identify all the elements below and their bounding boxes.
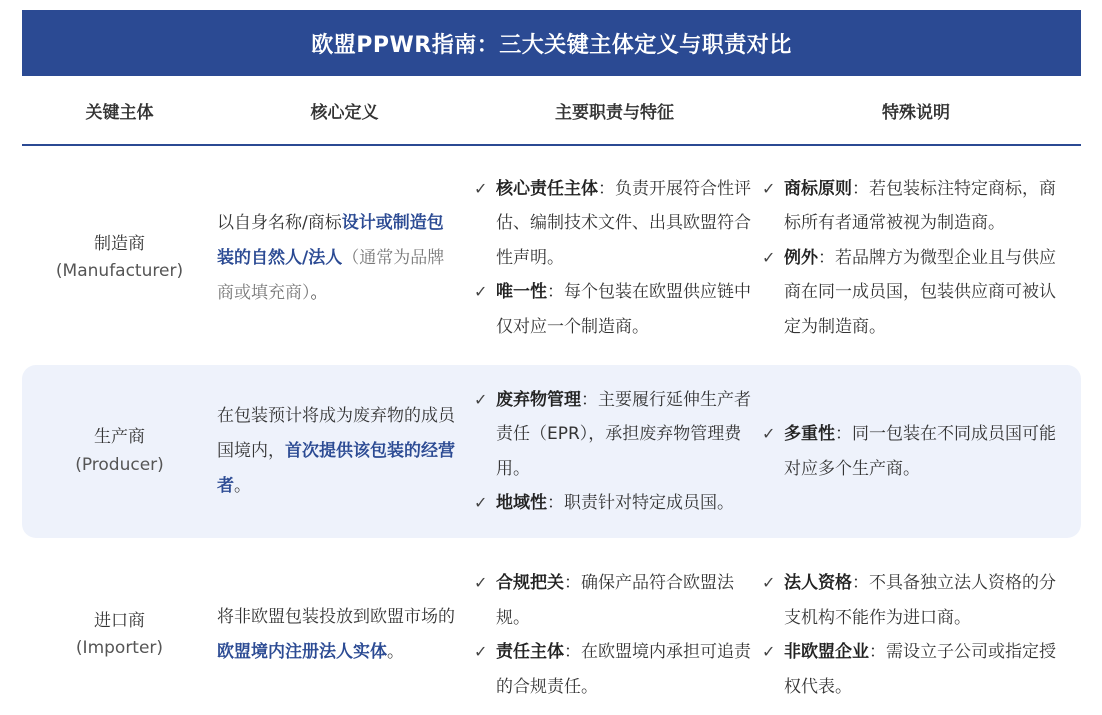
definition-end: 。 bbox=[310, 282, 328, 303]
list-item bbox=[472, 486, 757, 521]
page-title: 欧盟PPWR指南：三大关键主体定义与职责对比 bbox=[22, 10, 1081, 76]
check-icon: ✓ bbox=[762, 178, 776, 198]
entity-name-zh: 生产商 bbox=[94, 427, 145, 448]
entity-name-en: (Importer) bbox=[75, 638, 164, 658]
entity-cell bbox=[22, 172, 217, 344]
definition-highlight: 设计或制造包装的自然人/法人 bbox=[217, 212, 444, 268]
item-text: ：在欧盟境内承担可追责的合规责任。 bbox=[496, 642, 751, 697]
item-text: ：同一包装在不同成员国可能对应多个生产商。 bbox=[784, 424, 1056, 479]
item-term: 核心责任主体 bbox=[496, 178, 598, 199]
definition-highlight: 欧盟境内注册法人实体 bbox=[217, 642, 387, 662]
entity-cell bbox=[22, 365, 217, 538]
check-icon: ✓ bbox=[474, 178, 488, 198]
item-text: ：不具备独立法人资格的分支机构不能作为进口商。 bbox=[784, 573, 1056, 628]
duties-cell bbox=[472, 365, 757, 538]
check-icon: ✓ bbox=[474, 389, 488, 409]
item-text: ：主要履行延伸生产者责任（EPR），承担废弃物管理费用。 bbox=[496, 389, 751, 479]
definition-cell bbox=[217, 565, 462, 705]
check-icon: ✓ bbox=[474, 493, 488, 512]
entity-name-zh: 制造商 bbox=[94, 233, 145, 254]
check-icon: ✓ bbox=[762, 642, 776, 661]
item-term: 地域性 bbox=[496, 493, 547, 513]
item-text: ：确保产品符合欧盟法规。 bbox=[496, 573, 734, 628]
header-notes: 特殊说明 bbox=[882, 102, 950, 123]
table-row-importer bbox=[22, 565, 1081, 705]
duties-cell bbox=[472, 565, 757, 705]
check-icon: ✓ bbox=[474, 573, 488, 592]
definition-text: 在包装预计将成为废弃物的成员国境内， bbox=[217, 406, 455, 461]
list-item bbox=[472, 275, 757, 344]
duties-cell bbox=[472, 172, 757, 344]
item-text: ：负责开展符合性评估、编制技术文件、出具欧盟符合性声明。 bbox=[496, 178, 751, 268]
table-row-producer bbox=[22, 365, 1081, 538]
check-icon: ✓ bbox=[762, 247, 776, 267]
item-text: ：每个包装在欧盟供应链中仅对应一个制造商。 bbox=[496, 282, 751, 337]
list-item bbox=[760, 172, 1072, 241]
item-term: 非欧盟企业 bbox=[784, 642, 869, 662]
list-item bbox=[472, 172, 757, 276]
item-term: 合规把关 bbox=[496, 573, 564, 593]
list-item bbox=[472, 383, 757, 487]
entity-cell bbox=[22, 565, 217, 705]
definition-cell bbox=[217, 365, 462, 538]
list-item bbox=[472, 566, 757, 635]
entity-name-en: (Producer) bbox=[75, 454, 164, 475]
item-text: ：需设立子公司或指定授权代表。 bbox=[784, 642, 1056, 697]
item-term: 唯一性 bbox=[496, 282, 547, 303]
item-term: 例外 bbox=[784, 247, 818, 268]
definition-end: 。 bbox=[234, 476, 251, 496]
table-row-manufacturer bbox=[22, 172, 1081, 344]
list-item bbox=[472, 635, 757, 704]
definition-cell bbox=[217, 172, 462, 344]
entity-name-zh: 进口商 bbox=[94, 610, 145, 631]
definition-text: 将非欧盟包装投放到欧盟市场的 bbox=[217, 607, 455, 627]
entity-name-en: (Manufacturer) bbox=[55, 261, 184, 281]
header-definition: 核心定义 bbox=[310, 102, 379, 123]
item-term: 法人资格 bbox=[784, 573, 852, 593]
item-text: ：若包装标注特定商标，商标所有者通常被视为制造商。 bbox=[784, 178, 1056, 234]
item-term: 责任主体 bbox=[496, 642, 564, 662]
definition-highlight: 首次提供该包装的经营者 bbox=[217, 441, 455, 496]
check-icon: ✓ bbox=[474, 282, 488, 302]
item-text: ：若品牌方为微型企业且与供应商在同一成员国，包装供应商可被认定为制造商。 bbox=[784, 247, 1056, 337]
item-term: 废弃物管理 bbox=[496, 389, 581, 410]
definition-note: （通常为品牌商或填充商） bbox=[217, 247, 445, 303]
header-entity: 关键主体 bbox=[85, 102, 154, 123]
item-term: 多重性 bbox=[784, 424, 835, 444]
list-item bbox=[760, 566, 1072, 635]
list-item bbox=[760, 417, 1072, 486]
check-icon: ✓ bbox=[762, 573, 776, 592]
notes-cell bbox=[760, 172, 1072, 344]
table-header bbox=[22, 76, 1081, 146]
notes-cell bbox=[760, 565, 1072, 705]
item-term: 商标原则 bbox=[784, 178, 852, 199]
list-item bbox=[760, 635, 1072, 704]
list-item bbox=[760, 241, 1072, 345]
item-text: ：职责针对特定成员国。 bbox=[547, 493, 734, 513]
header-duties: 主要职责与特征 bbox=[555, 102, 674, 123]
check-icon: ✓ bbox=[474, 642, 488, 661]
notes-cell bbox=[760, 365, 1072, 538]
check-icon: ✓ bbox=[762, 424, 776, 443]
definition-end: 。 bbox=[387, 642, 404, 662]
definition-text: 以自身名称/商标 bbox=[217, 212, 342, 233]
